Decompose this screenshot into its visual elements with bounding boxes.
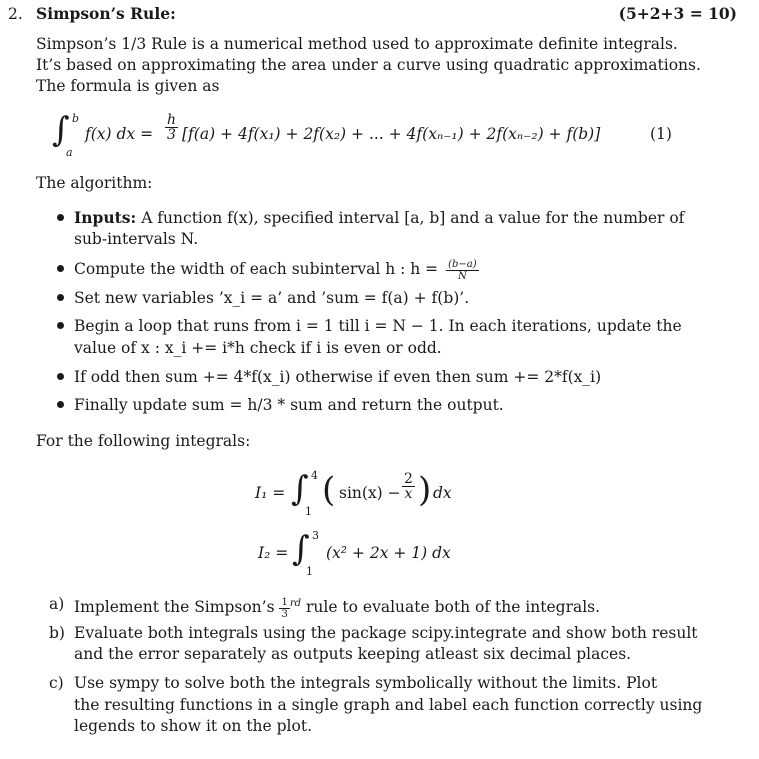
i1-num: 2 [404,471,413,487]
formula-lower-limit: a [66,146,73,159]
task-c-label: c) [49,674,64,692]
bullet-finally: Finally update sum = h/3 * sum and return the output. [74,396,504,414]
inputs-bold-label: Inputs: [74,208,137,227]
i1-upper-limit: 4 [311,469,318,482]
task-a [74,593,600,620]
i1-name: I₁ = [255,484,286,502]
integral-i1 [255,464,515,522]
bullet-dot [57,294,64,301]
integral-sign: ∫ [52,110,70,150]
task-b-line-1: Evaluate both integrals using the package scipy.integrate and show both result [74,624,698,642]
following-label: For the following integrals: [36,432,251,450]
bullet-loop-cont: value of x : x_i += i*h check if i is even or odd. [74,339,442,357]
task-c-line-1: Use sympy to solve both the integrals symbolically without the limits. Plot [74,674,658,692]
equation-number: (1) [650,125,672,143]
right-paren: ) [418,470,432,510]
algorithm-label: The algorithm: [36,174,153,192]
simpson-formula [52,107,742,163]
formula-upper-limit: b [72,112,80,125]
intro-line-1: Simpson’s 1/3 Rule is a numerical method used to approximate definite integrals. [36,35,678,53]
i1-dx: dx [433,484,452,502]
task-a-post: rule to evaluate both of the integrals. [305,598,601,616]
i1-lower-limit: 1 [305,505,312,518]
bullet-dot [57,373,64,380]
formula-three: 3 [167,127,176,143]
a-den: 3 [281,608,288,620]
points-label: (5+2+3 = 10) [618,4,737,23]
task-c-line-3: legends to show it on the plot. [74,717,312,735]
intro-line-2: It’s based on approximating the area under a curve using quadratic approximations. [36,56,701,74]
one-third-fraction [279,597,289,620]
compute-num: (b−a) [448,258,477,270]
formula-rhs: [f(a) + 4f(x₁) + 2f(x₂) + ... + 4f(xₙ₋₁) + 2f(xₙ₋₂) + f(b)] [182,125,601,143]
bullet-dot [57,214,64,221]
bullet-loop: Begin a loop that runs from i = 1 till i = N − 1. In each iterations, update the [74,317,682,335]
bullet-compute [74,258,479,282]
left-paren: ( [322,470,336,510]
i2-name: I₂ = [258,544,289,562]
inputs-text: A function f(x), specified interval [a, b] and a value for the number of [141,209,685,227]
i1-fraction [402,472,415,501]
i1-body: sin(x) − [339,484,401,502]
compute-fraction [446,259,479,282]
task-b-line-2: and the error separately as outputs keeping atleast six decimal places. [74,645,632,663]
formula-h-over-3 [165,113,178,142]
compute-text: Compute the width of each subinterval h : h = [74,260,439,278]
section-number: 2. [8,5,23,23]
bullet-odd-even: If odd then sum += 4*f(x_i) otherwise if even then sum += 2*f(x_i) [74,368,602,386]
integral-i2 [258,528,498,580]
bullet-dot [57,265,64,272]
task-a-label: a) [49,595,65,613]
bullet-set-vars: Set new variables ’x_i = a’ and ’sum = f(a) + f(b)’. [74,289,470,307]
integral-sign: ∫ [291,469,309,509]
rd-superscript: rd [289,598,302,609]
i2-lower-limit: 1 [306,565,313,578]
task-c-line-2: the resulting functions in a single graph and label each function correctly using [74,696,703,714]
i2-body: (x² + 2x + 1) dx [326,544,451,562]
integral-sign: ∫ [292,529,310,569]
bullet-inputs [74,207,684,229]
task-b-label: b) [49,624,65,642]
i2-upper-limit: 3 [312,529,319,542]
bullet-inputs-cont: sub-intervals N. [74,230,199,248]
formula-h: h [167,112,177,128]
a-num: 1 [281,596,288,608]
compute-den: N [458,270,467,282]
bullet-dot [57,401,64,408]
section-title: Simpson’s Rule: [36,4,176,23]
intro-line-3: The formula is given as [36,77,220,95]
formula-integrand: f(x) dx = [85,125,154,143]
bullet-dot [57,322,64,329]
task-a-pre: Implement the Simpson’s [74,598,275,616]
i1-den: x [404,486,413,502]
